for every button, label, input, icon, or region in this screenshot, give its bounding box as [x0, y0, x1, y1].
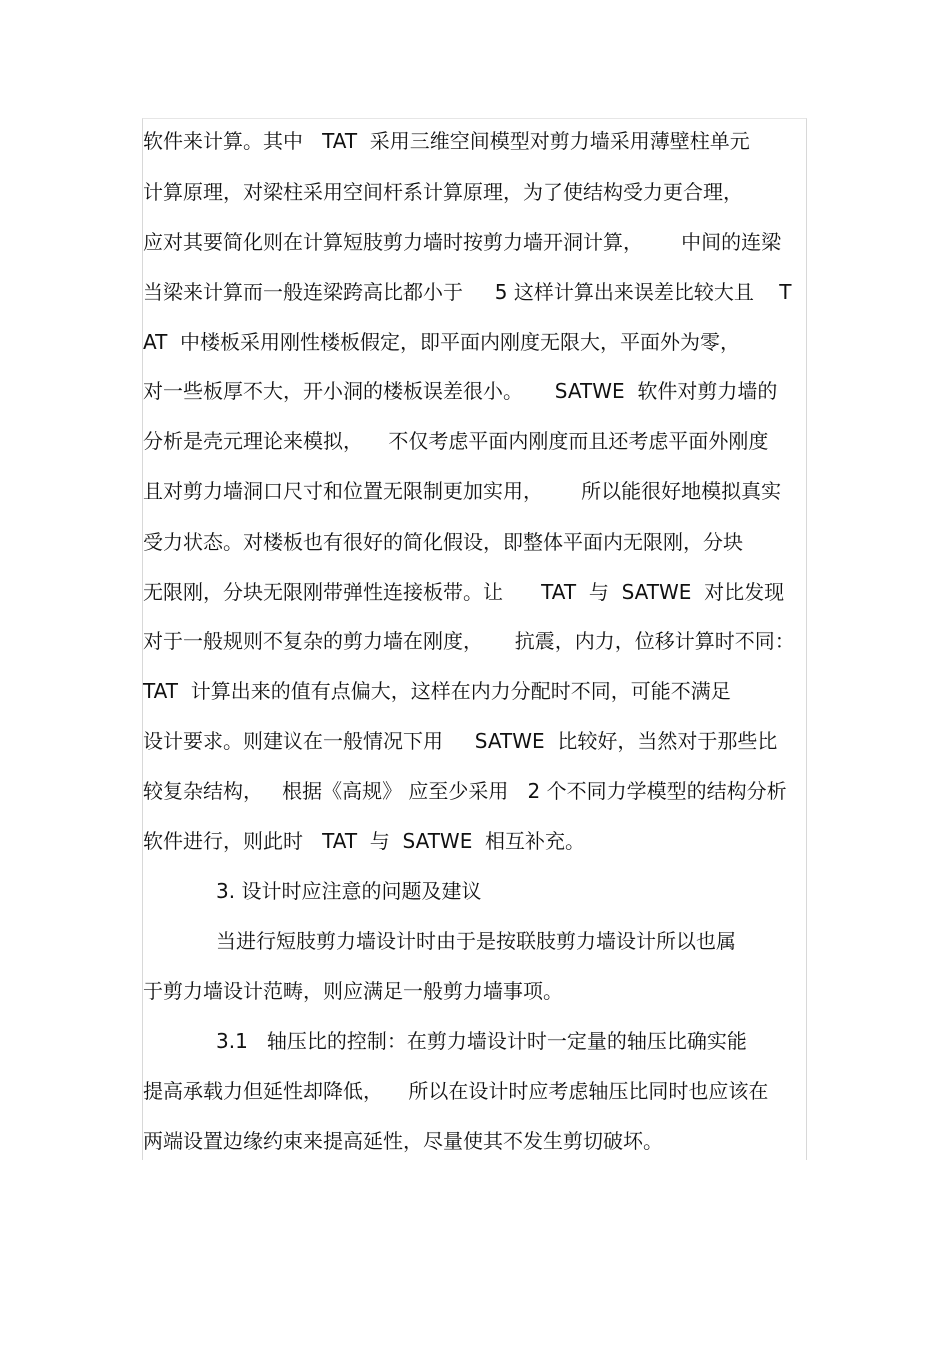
text-line: 3.1 轴压比的控制：在剪力墙设计时一定量的轴压比确实能	[216, 1029, 747, 1053]
text-line: 当梁来计算而一般连梁跨高比都小于 5 这样计算出来误差比较大且 T	[143, 280, 792, 304]
text-line: 无限刚，分块无限刚带弹性连接板带。让 TAT 与 SATWE 对比发现	[143, 580, 785, 604]
section-heading: 3. 设计时应注意的问题及建议	[216, 879, 482, 903]
text-line: 且对剪力墙洞口尺寸和位置无限制更加实用， 所以能很好地模拟真实	[143, 479, 782, 503]
text-line: 当进行短肢剪力墙设计时由于是按联肢剪力墙设计所以也属	[216, 929, 736, 953]
text-line: 对一些板厚不大，开小洞的楼板误差很小。 SATWE 软件对剪力墙的	[143, 379, 778, 403]
text-line: 应对其要简化则在计算短肢剪力墙时按剪力墙开洞计算， 中间的连梁	[143, 230, 782, 254]
text-line: 分析是壳元理论来模拟， 不仅考虑平面内刚度而且还考虑平面外刚度	[143, 429, 769, 453]
text-line: 于剪力墙设计范畴，则应满足一般剪力墙事项。	[143, 979, 563, 1003]
text-line: 对于一般规则不复杂的剪力墙在刚度， 抗震，内力，位移计算时不同：	[143, 629, 795, 653]
text-line: 设计要求。则建议在一般情况下用 SATWE 比较好，当然对于那些比	[143, 729, 778, 753]
text-line: TAT 计算出来的值有点偏大，这样在内力分配时不同，可能不满足	[143, 679, 731, 703]
text-line: 提高承载力但延性却降低， 所以在设计时应考虑轴压比同时也应该在	[143, 1079, 769, 1103]
text-line: 较复杂结构， 根据《高规》 应至少采用 2 个不同力学模型的结构分析	[143, 779, 787, 803]
text-line: AT 中楼板采用刚性楼板假定，即平面内刚度无限大，平面外为零，	[143, 330, 741, 354]
text-line: 受力状态。对楼板也有很好的简化假设，即整体平面内无限刚，分块	[143, 530, 743, 554]
text-line: 软件进行，则此时 TAT 与 SATWE 相互补充。	[143, 829, 586, 853]
text-line: 计算原理，对梁柱采用空间杆系计算原理，为了使结构受力更合理，	[143, 180, 743, 204]
text-line: 软件来计算。其中 TAT 采用三维空间模型对剪力墙采用薄壁柱单元	[143, 129, 750, 153]
text-line: 两端设置边缘约束来提高延性，尽量使其不发生剪切破坏。	[143, 1129, 663, 1153]
